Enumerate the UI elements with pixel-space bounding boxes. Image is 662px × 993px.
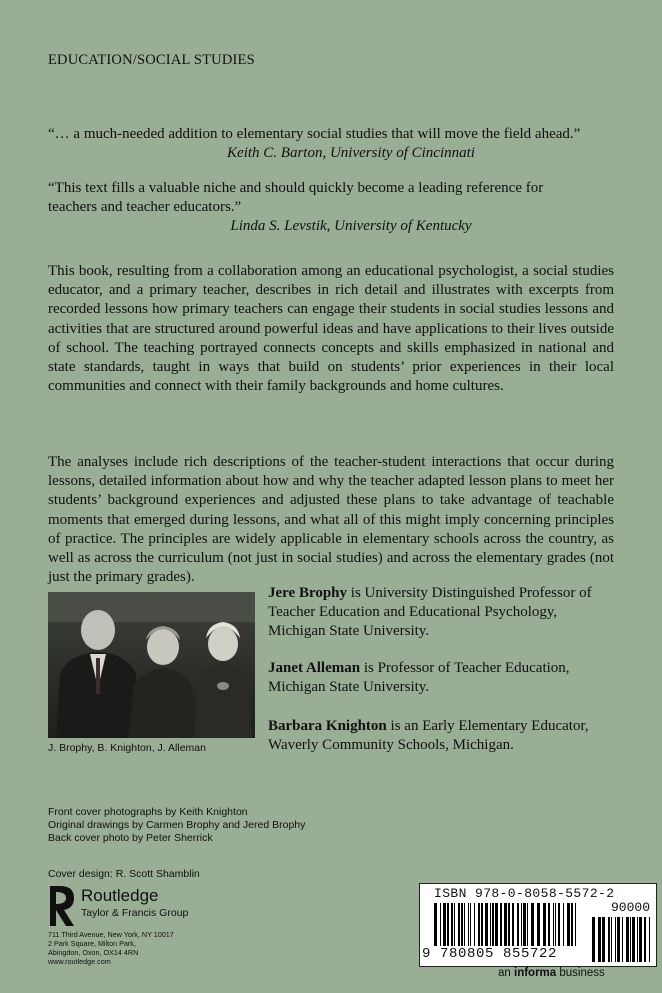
authors-photo bbox=[48, 592, 255, 738]
address-line: 711 Third Avenue, New York, NY 10017 bbox=[48, 930, 174, 939]
barcode-bar bbox=[500, 903, 502, 946]
barcode-bar bbox=[512, 903, 514, 946]
description-paragraph-2: The analyses include rich descriptions of the teacher-student interactions that occur during lessons, detailed information about how and why the teacher adapted lesson plans to meet her students’ background experiences and adjusted these plans to take advantage of teachable moments that emerged during lessons, and what all of this might imply concerning principles of practice. The principles are widely applicable in elementary schools across the country, as well as across the curriculum (not just in social studies) and across the elementary grades (not just the primary grades). bbox=[48, 454, 614, 586]
address-line: Abingdon, Oxon, OX14 4RN bbox=[48, 947, 139, 957]
barcode-bar bbox=[543, 903, 546, 946]
barcode-bar bbox=[592, 917, 595, 962]
author-bio-3 bbox=[268, 717, 618, 755]
quote-text: “… a much-needed addition to elementary social studies that will move the field ahead.” bbox=[48, 126, 581, 142]
barcode-bar bbox=[563, 903, 564, 946]
barcode-bar bbox=[521, 903, 522, 946]
barcode-bar bbox=[504, 903, 507, 946]
credit-line: Back cover photo by Peter Sherrick bbox=[48, 832, 213, 845]
barcode-bar bbox=[443, 903, 446, 946]
barcode-bar bbox=[575, 903, 576, 946]
barcode-bar bbox=[523, 903, 526, 946]
barcode-bar bbox=[474, 903, 475, 946]
barcode-bar bbox=[490, 903, 491, 946]
barcode-bar bbox=[644, 917, 646, 962]
quote-text: “This text fills a valuable niche and should quickly become a leading reference for bbox=[48, 180, 544, 196]
ean-number: 9 780805 855722 bbox=[422, 946, 558, 962]
barcode-bar bbox=[630, 917, 631, 962]
barcode-bar bbox=[485, 903, 488, 946]
barcode-bar bbox=[495, 903, 498, 946]
barcode-bar bbox=[615, 917, 616, 962]
barcode-bar bbox=[478, 903, 480, 946]
barcode-bar bbox=[461, 903, 463, 946]
description-paragraph-1: This book, resulting from a collaboration among an educational psychologist, a social studies educator, and a primary teacher, describes in rich detail and illustrates with excerpts from recorded lessons how primary teachers can engage their students in social studies lessons and activities that are structured around powerful ideas and have applications to their lives outside of school. The teaching portrayed connects concepts and skills emphasized in national and state standards, taught in ways that build on students’ prior experiences in their local communities and connect with their family backgrounds and home cultures. bbox=[48, 263, 614, 395]
barcode-bar bbox=[548, 903, 550, 946]
barcode-bar bbox=[464, 903, 465, 946]
barcode-bar bbox=[492, 903, 494, 946]
barcode-bar bbox=[558, 903, 560, 946]
author-name: Janet Alleman bbox=[268, 660, 361, 676]
isbn-number: ISBN 978-0-8058-5572-2 bbox=[434, 886, 615, 901]
quote-attribution: Keith C. Barton, University of Cincinnati bbox=[227, 145, 475, 161]
barcode-bar bbox=[468, 903, 469, 946]
barcode-bar bbox=[608, 917, 610, 962]
barcode-bar bbox=[481, 903, 483, 946]
quote-attribution: Linda S. Levstik, University of Kentucky bbox=[230, 218, 472, 234]
barcode-bar bbox=[637, 917, 638, 962]
routledge-logo-icon bbox=[46, 884, 76, 928]
barcode-bar bbox=[458, 903, 460, 946]
barcode-bar bbox=[454, 903, 455, 946]
credit-line: Front cover photographs by Keith Knighton bbox=[48, 806, 248, 818]
barcode-bar bbox=[649, 917, 650, 962]
author-bio-1 bbox=[268, 584, 618, 641]
publisher-address bbox=[48, 931, 174, 967]
barcode-bar bbox=[434, 903, 437, 946]
barcode-bar bbox=[440, 903, 441, 946]
barcode-bar bbox=[517, 903, 519, 946]
cover-design-credit: Cover design: R. Scott Shamblin bbox=[48, 868, 200, 880]
barcode-bar bbox=[508, 903, 510, 946]
author-description: is Professor of Teacher Education, Michigan State University. bbox=[268, 660, 570, 695]
category-label: EDUCATION/SOCIAL STUDIES bbox=[48, 52, 255, 68]
author-bio-2 bbox=[268, 659, 618, 697]
barcode-bar bbox=[622, 917, 623, 962]
barcode-bar bbox=[537, 903, 540, 946]
barcode-bar bbox=[617, 917, 620, 962]
barcode-bar bbox=[639, 917, 642, 962]
quote-text-cont: teachers and teacher educators.” bbox=[48, 199, 242, 215]
barcode-bar bbox=[598, 917, 601, 962]
informa-brand: informa bbox=[514, 967, 557, 979]
authors-photo-image bbox=[48, 592, 255, 738]
barcode-bar bbox=[611, 917, 612, 962]
barcode-bar bbox=[632, 917, 635, 962]
isbn-barcode bbox=[419, 883, 657, 967]
photo-caption: J. Brophy, B. Knighton, J. Alleman bbox=[48, 742, 206, 754]
price-code: 90000 bbox=[610, 900, 650, 915]
barcode-bar bbox=[451, 903, 453, 946]
barcode-bar bbox=[567, 903, 570, 946]
informa-tagline: an informa business bbox=[498, 967, 605, 979]
barcode-bar bbox=[447, 903, 449, 946]
barcode-bar bbox=[553, 903, 554, 946]
publisher-name: Routledge bbox=[81, 886, 159, 905]
address-line: 2 Park Square, Milton Park, bbox=[48, 938, 136, 948]
barcode-bar bbox=[470, 903, 471, 946]
review-quote-2 bbox=[48, 179, 614, 236]
author-name: Jere Brophy bbox=[268, 585, 348, 601]
author-name: Barbara Knighton bbox=[268, 718, 387, 734]
review-quote-1 bbox=[48, 125, 614, 163]
barcode-bar bbox=[531, 903, 534, 946]
barcode-bar bbox=[571, 903, 573, 946]
publisher-group: Taylor & Francis Group bbox=[81, 907, 189, 919]
website: www.routledge.com bbox=[48, 956, 111, 966]
barcode-bar bbox=[555, 903, 556, 946]
barcode-bar bbox=[602, 917, 605, 962]
credit-line: Original drawings by Carmen Brophy and Jered Brophy bbox=[48, 819, 306, 832]
author-description: is University Distinguished Professor of Teacher Education and Educational Psychology, Michigan State University. bbox=[268, 585, 592, 639]
photo-credits bbox=[48, 806, 305, 846]
barcode-bar bbox=[626, 917, 629, 962]
author-description: is an Early Elementary Educator, Waverly Community Schools, Michigan. bbox=[268, 718, 589, 753]
barcode-bar bbox=[527, 903, 528, 946]
